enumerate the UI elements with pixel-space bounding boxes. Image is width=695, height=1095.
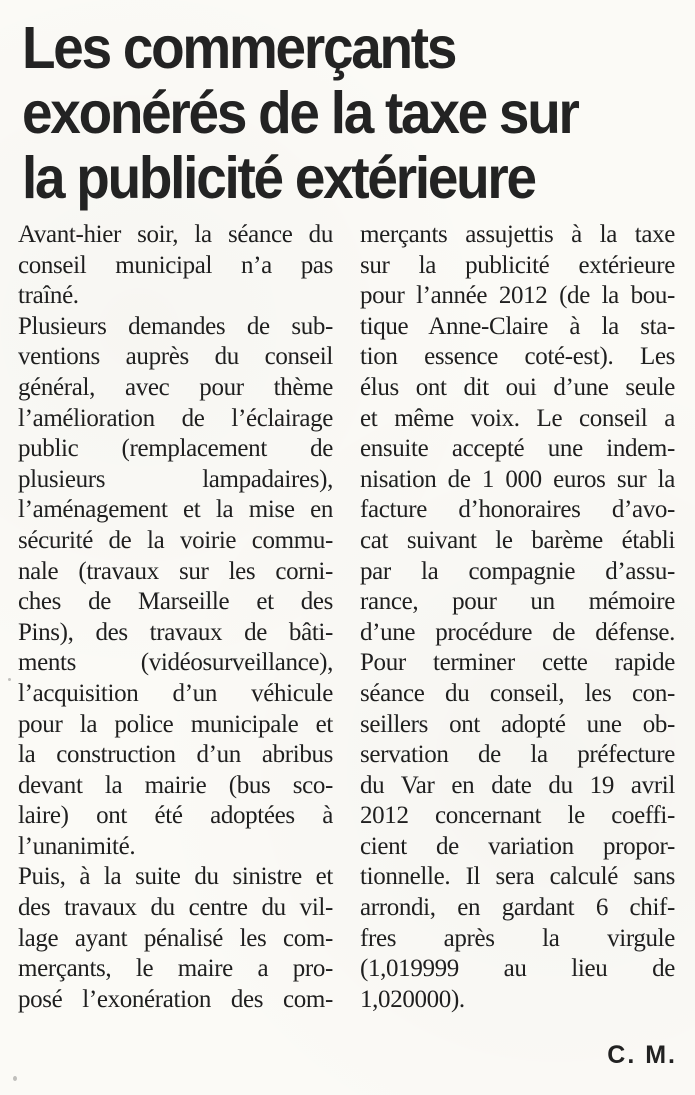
left-column-line: la construction d’un abribus: [18, 741, 333, 769]
right-column-line: (1,019999 au lieu de: [360, 955, 675, 983]
left-column-line: devant la mairie (bus sco-: [18, 771, 333, 799]
left-column-line: ches de Marseille et des: [18, 588, 333, 616]
right-column-line: cat suivant le barème établi: [360, 526, 675, 554]
right-column-line: cient de variation propor-: [360, 832, 675, 860]
left-column-line: Puis, à la suite du sinistre et: [18, 863, 333, 891]
right-column-line: et même voix. Le conseil a: [360, 404, 675, 432]
right-column-line: ensuite accepté une indem-: [360, 435, 675, 463]
left-column-line: traîné.: [18, 282, 79, 310]
headline-line-1: Les commerçants: [22, 15, 456, 81]
right-column-line: séance du conseil, les con-: [360, 679, 675, 707]
left-column-line: l’acquisition d’un véhicule: [18, 679, 333, 707]
left-column-line: sécurité de la voirie commu-: [18, 526, 333, 554]
right-column-line: par la compagnie d’assu-: [360, 557, 675, 585]
left-column-line: posé l’exonération des com-: [18, 985, 333, 1013]
left-column-line: général, avec pour thème: [18, 373, 333, 401]
left-column-line: ventions auprès du conseil: [18, 343, 333, 371]
left-column-line: merçants, le maire a pro-: [18, 955, 333, 983]
right-column-line: nisation de 1 000 euros sur la: [360, 465, 675, 493]
left-column-line: l’amélioration de l’éclairage: [18, 404, 333, 432]
left-column-line: lage ayant pénalisé les com-: [18, 924, 333, 952]
left-column-line: Plusieurs demandes de sub-: [18, 312, 333, 340]
left-column-line: conseil municipal n’a pas: [18, 251, 333, 279]
left-column-line: ments (vidéosurveillance),: [18, 649, 333, 677]
right-column-line: servation de la préfecture: [360, 741, 675, 769]
left-column-line: public (remplacement de: [18, 435, 333, 463]
left-column-line: l’aménagement et la mise en: [18, 496, 333, 524]
paper-speck: [13, 1076, 17, 1081]
right-column-line: tique Anne-Claire à la sta-: [360, 312, 675, 340]
left-column-line: nale (travaux sur les corni-: [18, 557, 333, 585]
article-left-column: [18, 220, 333, 1015]
right-column-line: 2012 concernant le coeffi-: [360, 802, 675, 830]
right-column-line: tion essence coté-est). Les: [360, 343, 675, 371]
right-column-line: facture d’honoraires d’avo-: [360, 496, 675, 524]
paper-speck: [8, 678, 11, 681]
author-initials: C. M.: [607, 1041, 677, 1069]
article-headline: [22, 16, 627, 211]
left-column-line: Avant-hier soir, la séance du: [18, 221, 333, 248]
headline-line-2: exonérés de la taxe sur: [22, 80, 578, 146]
right-column-line: rance, pour un mémoire: [360, 588, 675, 616]
right-column-line: 1,020000).: [360, 985, 465, 1013]
left-column-line: des travaux du centre du vil-: [18, 894, 333, 922]
right-column-line: du Var en date du 19 avril: [360, 771, 675, 799]
headline-line-3: la publicité extérieure: [22, 145, 535, 211]
right-column-line: fres après la virgule: [360, 924, 675, 952]
right-column-line: tionnelle. Il sera calculé sans: [360, 863, 675, 891]
right-column-line: Pour terminer cette rapide: [360, 649, 675, 677]
left-column-line: Pins), des travaux de bâti-: [18, 618, 333, 646]
left-column-line: plusieurs lampadaires),: [18, 465, 333, 493]
left-column-line: pour la police municipale et: [18, 710, 333, 738]
right-column-line: arrondi, en gardant 6 chif-: [360, 894, 675, 922]
left-column-line: laire) ont été adoptées à: [18, 802, 333, 830]
right-column-line: élus ont dit oui d’une seule: [360, 373, 675, 401]
right-column-line: pour l’année 2012 (de la bou-: [360, 282, 675, 310]
article-right-column: [360, 220, 675, 1015]
right-column-line: seillers ont adopté une ob-: [360, 710, 675, 738]
right-column-line: sur la publicité extérieure: [360, 251, 675, 279]
right-column-line: merçants assujettis à la taxe: [360, 221, 675, 248]
right-column-line: d’une procédure de défense.: [360, 618, 675, 646]
left-column-line: l’unanimité.: [18, 832, 136, 860]
